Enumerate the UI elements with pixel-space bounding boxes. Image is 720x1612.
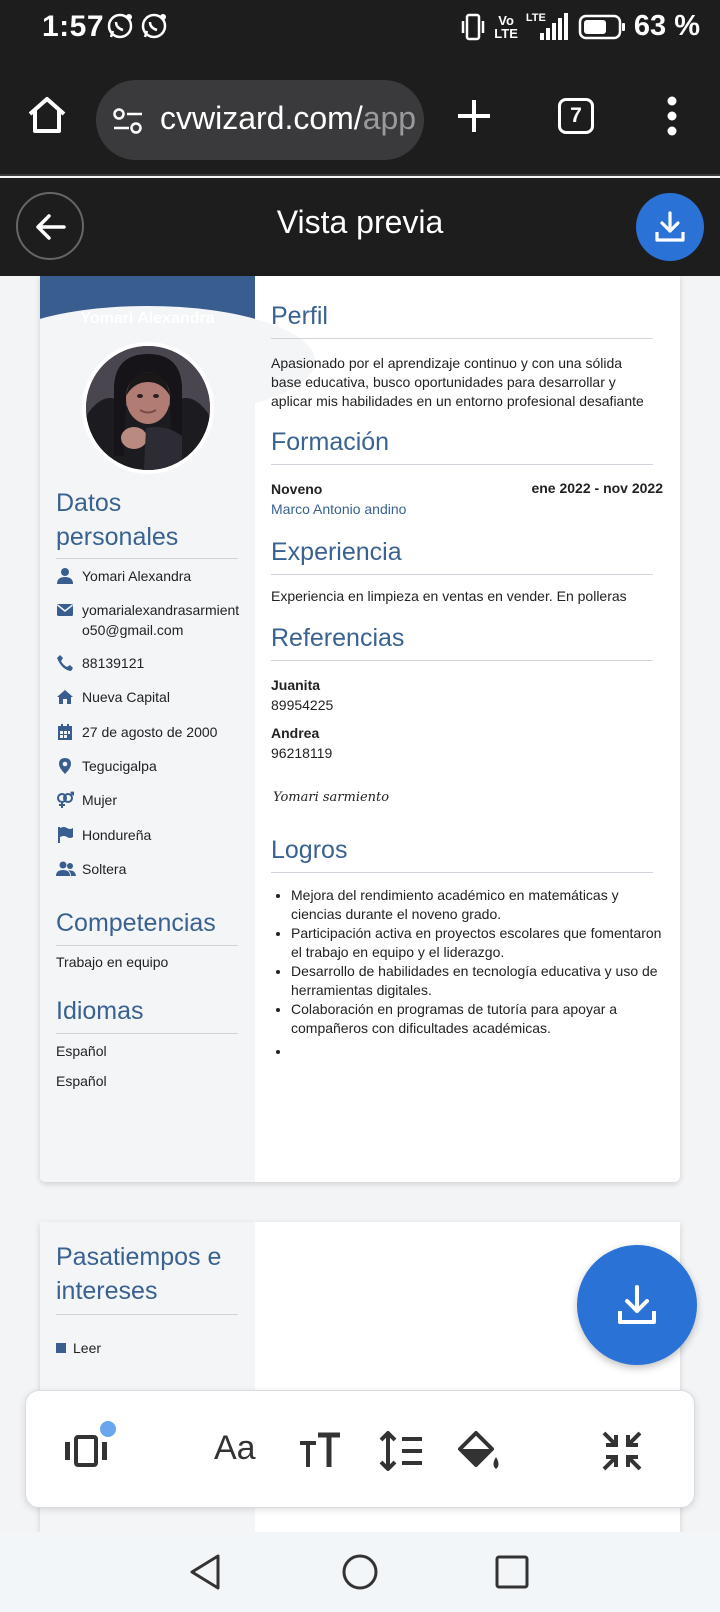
signal-icon xyxy=(526,12,570,42)
profile-photo xyxy=(82,342,214,474)
divider xyxy=(271,872,653,873)
hobbies-heading-line-1: Pasatiempos e xyxy=(56,1243,222,1271)
user-icon xyxy=(56,567,74,585)
reference-name: Andrea xyxy=(271,725,320,741)
divider xyxy=(271,464,653,465)
phone-icon xyxy=(56,654,74,672)
vibrate-icon xyxy=(460,12,486,42)
reference-name: Juanita xyxy=(271,677,321,693)
personal-heading-line-2: personales xyxy=(56,523,179,551)
personal-row-address xyxy=(56,687,246,707)
language-item: Español xyxy=(56,1073,107,1089)
lte-label: LTE xyxy=(525,11,546,24)
personal-row-birthdate xyxy=(56,722,246,742)
lte-signal xyxy=(526,12,570,42)
experience-heading: Experiencia xyxy=(271,538,402,566)
system-nav-bar xyxy=(0,1532,720,1612)
home-icon[interactable] xyxy=(26,94,68,136)
recents-nav-icon[interactable] xyxy=(492,1552,532,1592)
site-settings-icon[interactable] xyxy=(112,106,144,136)
url-bar[interactable] xyxy=(96,80,424,160)
font-family-button[interactable]: Aa xyxy=(214,1429,256,1467)
browser-toolbar xyxy=(0,56,720,176)
achievements-list xyxy=(277,886,662,1061)
reference-phone: 96218119 xyxy=(271,745,333,761)
volte-bottom: LTE xyxy=(494,25,518,41)
url-text xyxy=(160,100,416,137)
resume-sidebar xyxy=(40,276,255,1182)
battery-icon xyxy=(578,13,626,41)
editor-toolbar xyxy=(25,1390,695,1508)
personal-row-nationality xyxy=(56,825,246,845)
hobby-item xyxy=(56,1340,101,1356)
gender-icon xyxy=(56,791,74,809)
references-heading: Referencias xyxy=(271,624,405,652)
personal-name: Yomari Alexandra xyxy=(82,568,192,584)
whatsapp-notification-icon xyxy=(106,12,134,40)
personal-birthdate: 27 de agosto de 2000 xyxy=(82,724,218,740)
more-menu-icon[interactable] xyxy=(666,96,678,136)
divider xyxy=(56,945,238,946)
url-path: app xyxy=(362,100,417,136)
personal-address: Nueva Capital xyxy=(82,689,170,705)
personal-nationality: Hondureña xyxy=(82,827,152,843)
download-icon xyxy=(615,1283,659,1327)
whatsapp-business-notification-icon xyxy=(140,12,168,40)
personal-marital: Soltera xyxy=(82,861,127,877)
profile-heading: Perfil xyxy=(271,302,328,330)
signature: Yomari sarmiento xyxy=(273,790,390,805)
personal-gender: Mujer xyxy=(82,792,118,808)
divider xyxy=(56,1314,238,1315)
personal-row-marital xyxy=(56,859,246,879)
personal-email: yomarialexandrasarmiento50@gmail.com xyxy=(82,602,240,638)
skills-heading: Competencias xyxy=(56,909,216,937)
hobby-label: Leer xyxy=(73,1340,102,1356)
line-spacing-icon[interactable] xyxy=(378,1427,426,1475)
app-header xyxy=(0,178,720,276)
education-heading: Formación xyxy=(271,428,390,456)
education-school: Marco Antonio andino xyxy=(271,501,407,517)
divider xyxy=(271,660,653,661)
divider xyxy=(271,574,653,575)
home-icon xyxy=(56,688,74,706)
download-button-header[interactable] xyxy=(636,193,704,261)
achievement-item xyxy=(291,1042,662,1061)
volte-top: Vo xyxy=(498,12,514,28)
personal-data-heading xyxy=(56,486,178,554)
education-dates: ene 2022 - nov 2022 xyxy=(531,480,663,496)
download-fab[interactable] xyxy=(577,1245,697,1365)
skill-item: Trabajo en equipo xyxy=(56,954,169,970)
achievement-item: • Colaboración en programas de tutoría para apoyar a compañeros con dificultades académicas. xyxy=(291,1000,662,1038)
personal-row-email xyxy=(56,600,246,640)
flag-icon xyxy=(56,826,74,844)
personal-row-gender xyxy=(56,790,246,810)
achievements-heading: Logros xyxy=(271,836,348,864)
download-icon xyxy=(653,210,687,244)
new-tab-icon[interactable] xyxy=(456,98,492,134)
profile-photo-image xyxy=(86,346,210,470)
languages-heading: Idiomas xyxy=(56,997,144,1025)
status-time: 1:57 xyxy=(42,10,105,43)
achievement-item: • Desarrollo de habilidades en tecnología educativa y uso de herramientas digitales. xyxy=(291,962,662,1000)
hobbies-heading-line-2: intereses xyxy=(56,1277,158,1305)
resume-page-1[interactable] xyxy=(40,276,680,1182)
volte-indicator xyxy=(494,14,518,40)
resume-name: Yomari Alexandra xyxy=(80,310,215,327)
divider xyxy=(56,1033,238,1034)
hobbies-heading xyxy=(56,1240,221,1308)
reference-phone: 89954225 xyxy=(271,697,334,713)
personal-heading-line-1: Datos xyxy=(56,489,122,517)
resume-main xyxy=(255,276,680,1182)
profile-text: Apasionado por el aprendizaje continuo y con una sólida base educativa, busco oportunidades para desarrollar y aplicar mis habilidades en un entorno profesional desafiante xyxy=(271,355,644,409)
square-bullet-icon xyxy=(56,1343,66,1353)
home-nav-icon[interactable] xyxy=(340,1552,380,1592)
color-fill-icon[interactable] xyxy=(454,1427,502,1475)
personal-row-phone xyxy=(56,653,246,673)
back-nav-icon[interactable] xyxy=(186,1552,226,1592)
status-bar xyxy=(0,0,720,56)
language-item: Español xyxy=(56,1043,107,1059)
achievement-item: • Participación activa en proyectos escolares que fomentaron el trabajo en equipo y el liderazgo. xyxy=(291,924,662,962)
calendar-icon xyxy=(56,723,74,741)
battery-percent: 63 % xyxy=(633,10,700,42)
experience-text: Experiencia en limpieza en ventas en vender. En polleras xyxy=(271,588,627,604)
font-size-icon[interactable] xyxy=(296,1427,344,1475)
divider xyxy=(271,338,653,339)
tab-switcher-button[interactable]: 7 xyxy=(558,98,594,134)
url-main: cvwizard.com/ xyxy=(160,100,363,136)
personal-row-city xyxy=(56,756,246,776)
collapse-icon[interactable] xyxy=(598,1427,646,1475)
personal-row-name xyxy=(56,566,246,586)
personal-city: Tegucigalpa xyxy=(82,758,157,774)
personal-phone: 88139121 xyxy=(82,655,145,671)
users-icon xyxy=(56,860,76,878)
map-pin-icon xyxy=(56,757,74,775)
achievement-item: • Mejora del rendimiento académico en matemáticas y ciencias durante el noveno grado. xyxy=(291,886,662,924)
envelope-icon xyxy=(56,601,74,619)
education-title: Noveno xyxy=(271,481,323,497)
page-title: Vista previa xyxy=(276,204,444,240)
notification-dot xyxy=(100,1421,116,1437)
divider xyxy=(56,558,238,559)
